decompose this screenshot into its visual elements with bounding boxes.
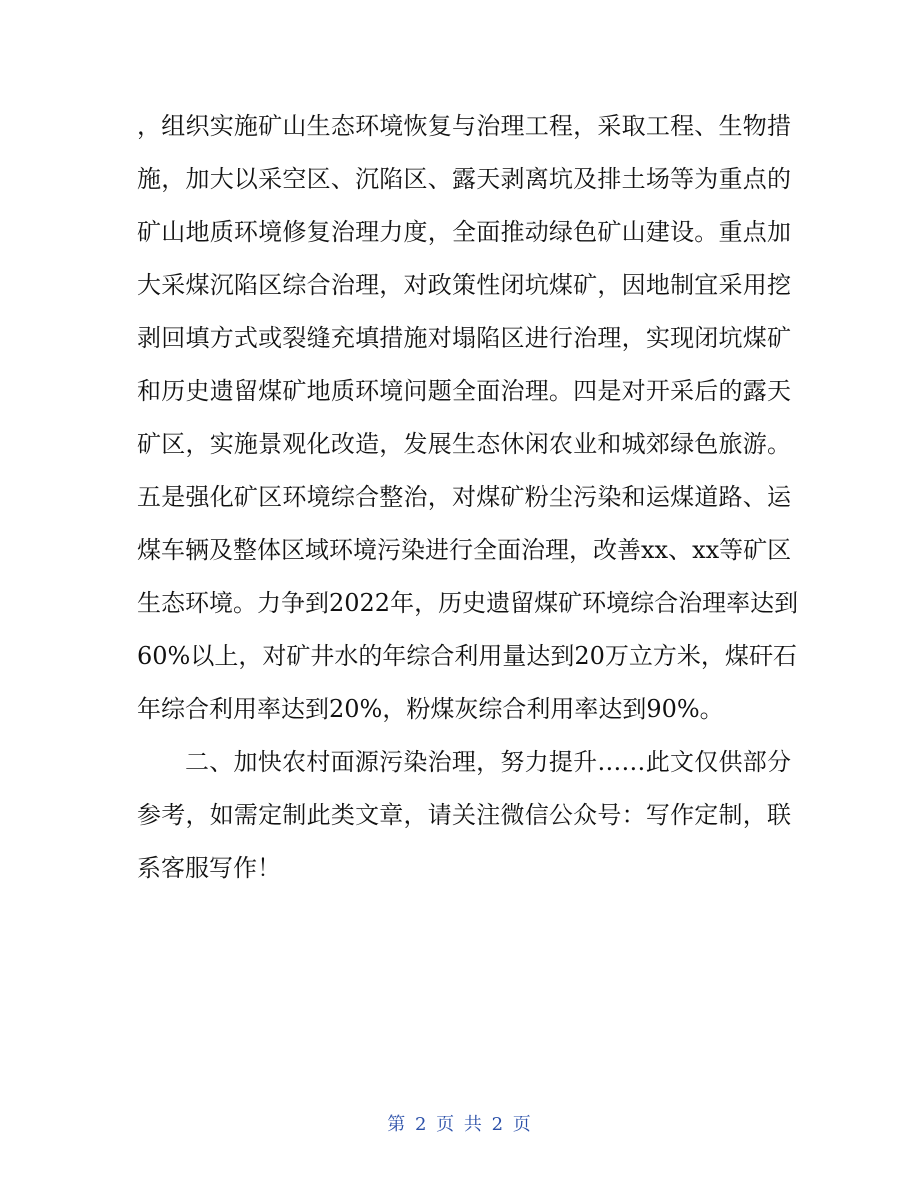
text-line: 系客服写作！ <box>137 854 281 882</box>
text-line: 大采煤沉陷区综合治理，对政策性闭坑煤矿，因地制宜采用挖 <box>137 271 791 299</box>
text-line: 60%以上，对矿井水的年综合利用量达到20万立方米，煤矸石 <box>137 642 797 670</box>
text-line: 生态环境。力争到2022年，历史遗留煤矿环境综合治理率达到 <box>137 589 799 617</box>
paragraph-2 <box>137 736 791 895</box>
page-number-footer: 第 2 页 共 2 页 <box>387 1114 533 1135</box>
paragraph-1 <box>137 100 799 736</box>
text-line: 五是强化矿区环境综合整治，对煤矿粉尘污染和运煤道路、运 <box>137 483 791 511</box>
text-line: 和历史遗留煤矿地质环境问题全面治理。四是对开采后的露天 <box>137 377 791 405</box>
text-line: 施，加大以采空区、沉陷区、露天剥离坑及排土场等为重点的 <box>137 165 791 193</box>
text-line: 二、加快农村面源污染治理，努力提升……此文仅供部分 <box>185 748 791 776</box>
text-line: 矿区，实施景观化改造，发展生态休闲农业和城郊绿色旅游。 <box>137 430 791 458</box>
text-line: 年综合利用率达到20%，粉煤灰综合利用率达到90%。 <box>137 695 724 723</box>
text-line: ，组织实施矿山生态环境恢复与治理工程，采取工程、生物措 <box>137 112 791 140</box>
text-line: 剥回填方式或裂缝充填措施对塌陷区进行治理，实现闭坑煤矿 <box>137 324 791 352</box>
text-line: 矿山地质环境修复治理力度，全面推动绿色矿山建设。重点加 <box>137 218 791 246</box>
text-line: 参考，如需定制此类文章，请关注微信公众号：写作定制，联 <box>137 801 791 829</box>
text-line: 煤车辆及整体区域环境污染进行全面治理，改善xx、xx等矿区 <box>137 536 792 564</box>
document-body <box>137 100 799 895</box>
